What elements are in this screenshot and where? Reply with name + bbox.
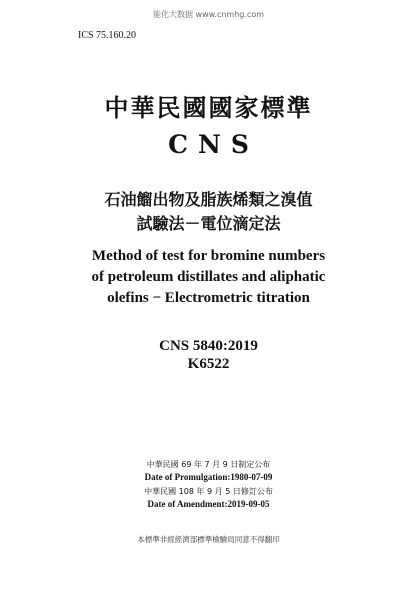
english-title-line-3: olefins − Electrometric titration [107, 290, 310, 306]
cns-mark: CNS [168, 130, 259, 159]
english-title-line-1: Method of test for bromine numbers [91, 248, 326, 264]
chinese-title-line-2: 試驗法－電位滴定法 [136, 214, 281, 233]
ics-code: ICS 75.160.20 [78, 30, 137, 41]
amendment-date-zh: 中華民國 108 年 9 月 5 日修訂公布 [144, 487, 273, 496]
watermark-text: 能化大数据 www.cnmhg.com [152, 10, 265, 19]
promulgation-date-zh: 中華民國 69 年 7 月 9 日制定公布 [146, 460, 271, 469]
english-title-line-2: of petroleum distillates and aliphatic [91, 269, 326, 285]
english-title [0, 246, 417, 309]
national-standard-title: 中華民國國家標準 [104, 93, 313, 122]
chinese-title [0, 188, 417, 236]
amendment-date-en: Date of Amendment:2019-09-05 [147, 499, 270, 509]
classification-code: K6522 [187, 356, 230, 372]
copyright-notice: 本標準非經經濟部標準檢驗局同意不得翻印 [137, 535, 280, 544]
chinese-title-line-1: 石油餾出物及脂族烯類之溴值 [104, 190, 313, 209]
standard-code [0, 337, 417, 373]
date-block [0, 459, 417, 510]
standard-number: CNS 5840:2019 [159, 338, 258, 354]
promulgation-date-en: Date of Promulgation:1980-07-09 [144, 472, 273, 482]
